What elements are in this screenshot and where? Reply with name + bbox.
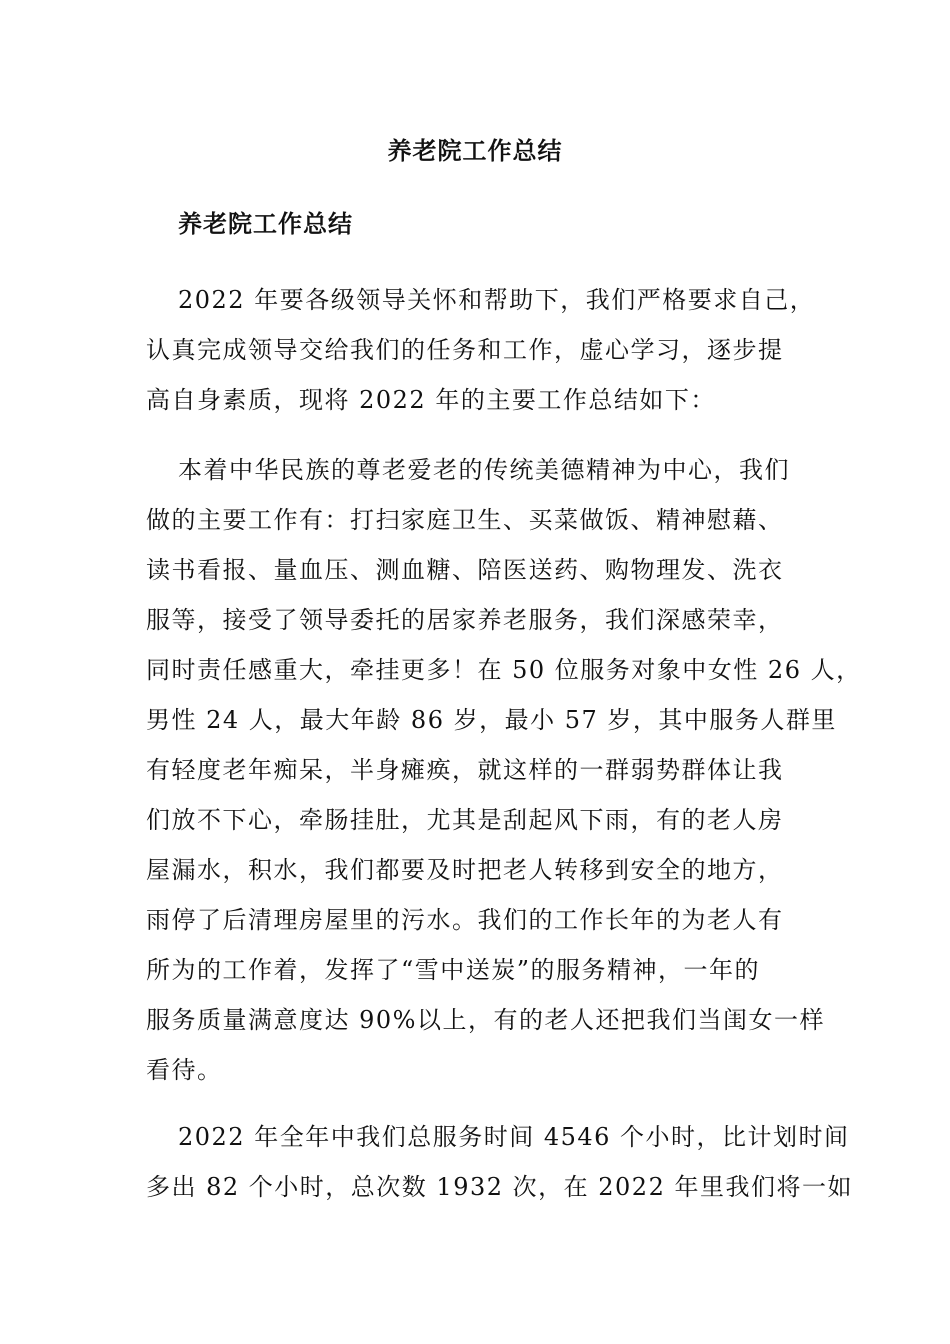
paragraph-line: 们放不下心，牵肠挂肚，尤其是刮起风下雨，有的老人房 — [146, 806, 784, 834]
paragraph-line: 做的主要工作有：打扫家庭卫生、买菜做饭、精神慰藉、 — [146, 506, 784, 534]
paragraph-line: 男性 24 人，最大年龄 86 岁，最小 57 岁，其中服务人群里 — [146, 706, 837, 734]
paragraph-line: 服务质量满意度达 90%以上，有的老人还把我们当闺女一样 — [146, 1006, 825, 1034]
paragraph-main-work — [146, 445, 862, 1095]
document-title: 养老院工作总结 — [387, 136, 563, 165]
paragraph-line: 雨停了后清理房屋里的污水。我们的工作长年的为老人有 — [146, 906, 784, 934]
paragraph-line: 认真完成领导交给我们的任务和工作，虚心学习，逐步提 — [146, 336, 784, 364]
paragraph-intro — [146, 275, 828, 425]
paragraph-line: 同时责任感重大，牵挂更多！在 50 位服务对象中女性 26 人， — [146, 656, 862, 684]
paragraph-line: 屋漏水，积水，我们都要及时把老人转移到安全的地方， — [146, 856, 784, 884]
paragraph-line: 所为的工作着，发挥了“雪中送炭”的服务精神，一年的 — [146, 956, 761, 984]
paragraph-line: 看待。 — [146, 1056, 223, 1084]
paragraph-line: 多出 82 个小时，总次数 1932 次，在 2022 年里我们将一如 — [146, 1173, 853, 1201]
paragraph-line: 读书看报、量血压、测血糖、陪医送药、购物理发、洗衣 — [146, 556, 784, 584]
section-heading: 养老院工作总结 — [178, 209, 353, 238]
paragraph-line: 高自身素质，现将 2022 年的主要工作总结如下： — [146, 386, 716, 414]
paragraph-service-hours — [146, 1112, 853, 1212]
paragraph-line: 服等，接受了领导委托的居家养老服务，我们深感荣幸， — [146, 606, 784, 634]
paragraph-line: 本着中华民族的尊老爱老的传统美德精神为中心，我们 — [178, 456, 790, 484]
paragraph-line: 2022 年全年中我们总服务时间 4546 个小时，比计划时间 — [178, 1123, 850, 1151]
paragraph-line: 有轻度老年痴呆，半身瘫痪，就这样的一群弱势群体让我 — [146, 756, 784, 784]
paragraph-line: 2022 年要各级领导关怀和帮助下，我们严格要求自己， — [178, 286, 816, 314]
